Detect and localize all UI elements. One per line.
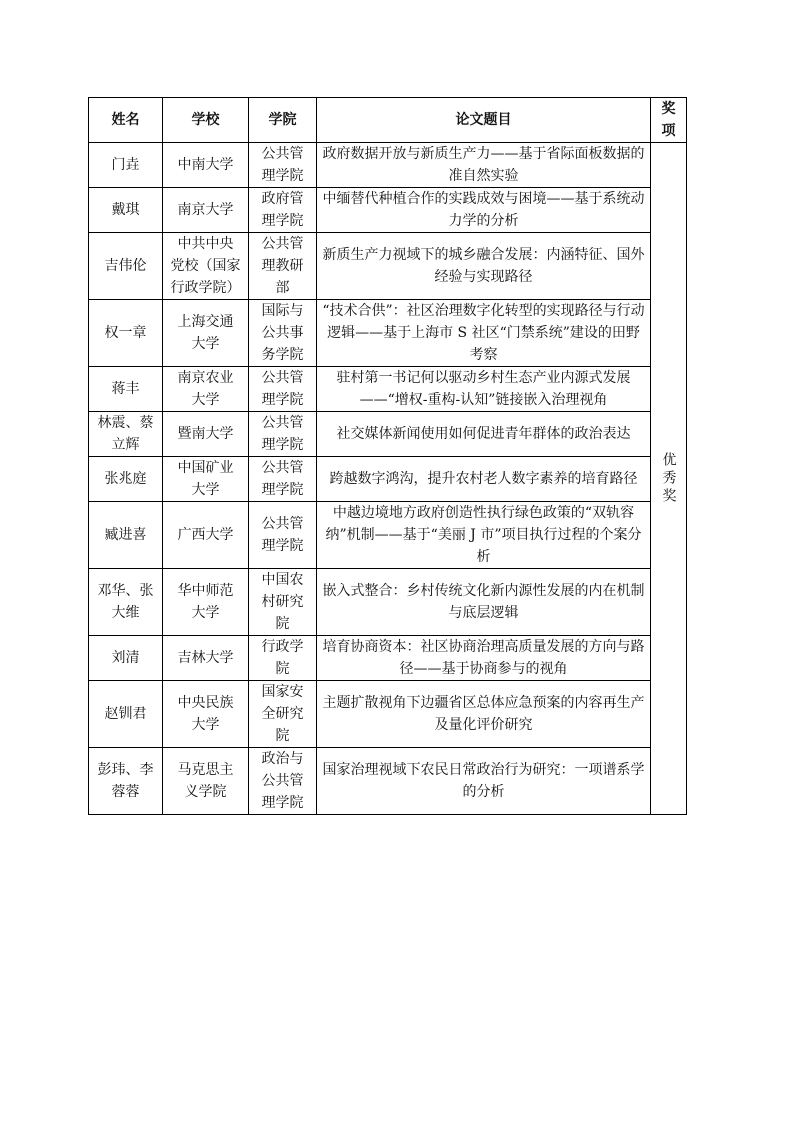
name-cell: 彭玮、李 蓉蓉 xyxy=(89,748,163,815)
title-cell: 培育协商资本：社区协商治理高质量发展的方向与路径——基于协商参与的视角 xyxy=(317,636,651,681)
college-cell: 公共管 理学院 xyxy=(249,143,317,188)
header-award: 奖 项 xyxy=(651,98,687,143)
title-cell: 跨越数字鸿沟，提升农村老人数字素养的培育路径 xyxy=(317,457,651,502)
table-row xyxy=(89,367,687,412)
header-row xyxy=(89,98,687,143)
header-title: 论文题目 xyxy=(317,98,651,143)
table-row xyxy=(89,457,687,502)
school-cell: 上海交通 大学 xyxy=(163,300,249,367)
table-row xyxy=(89,748,687,815)
college-cell: 政治与 公共管 理学院 xyxy=(249,748,317,815)
school-cell: 吉林大学 xyxy=(163,636,249,681)
college-cell: 中国农 村研究 院 xyxy=(249,569,317,636)
name-cell: 刘清 xyxy=(89,636,163,681)
school-cell: 中央民族 大学 xyxy=(163,681,249,748)
award-cell: 优秀奖 xyxy=(651,143,687,815)
title-cell: 主题扩散视角下边疆省区总体应急预案的内容再生产及量化评价研究 xyxy=(317,681,651,748)
school-cell: 广西大学 xyxy=(163,502,249,569)
name-cell: 赵钏君 xyxy=(89,681,163,748)
college-cell: 公共管 理学院 xyxy=(249,502,317,569)
table-row xyxy=(89,188,687,233)
name-cell: 门垚 xyxy=(89,143,163,188)
name-cell: 张兆庭 xyxy=(89,457,163,502)
table-row xyxy=(89,143,687,188)
name-cell: 臧进喜 xyxy=(89,502,163,569)
school-cell: 暨南大学 xyxy=(163,412,249,457)
college-cell: 公共管 理学院 xyxy=(249,457,317,502)
table-row xyxy=(89,636,687,681)
name-cell: 戴琪 xyxy=(89,188,163,233)
name-cell: 蒋丰 xyxy=(89,367,163,412)
header-school: 学校 xyxy=(163,98,249,143)
title-cell: 新质生产力视域下的城乡融合发展：内涵特征、国外经验与实现路径 xyxy=(317,233,651,300)
school-cell: 中国矿业 大学 xyxy=(163,457,249,502)
header-name: 姓名 xyxy=(89,98,163,143)
title-cell: 中缅替代种植合作的实践成效与困境——基于系统动力学的分析 xyxy=(317,188,651,233)
college-cell: 公共管 理教研 部 xyxy=(249,233,317,300)
school-cell: 中南大学 xyxy=(163,143,249,188)
school-cell: 马克思主 义学院 xyxy=(163,748,249,815)
table-row xyxy=(89,300,687,367)
college-cell: 公共管 理学院 xyxy=(249,412,317,457)
school-cell: 南京大学 xyxy=(163,188,249,233)
name-cell: 林震、蔡 立辉 xyxy=(89,412,163,457)
header-college: 学院 xyxy=(249,98,317,143)
title-cell: 政府数据开放与新质生产力——基于省际面板数据的准自然实验 xyxy=(317,143,651,188)
table-row xyxy=(89,681,687,748)
college-cell: 行政学 院 xyxy=(249,636,317,681)
title-cell: 嵌入式整合：乡村传统文化新内源性发展的内在机制与底层逻辑 xyxy=(317,569,651,636)
college-cell: 公共管 理学院 xyxy=(249,367,317,412)
name-cell: 吉伟伦 xyxy=(89,233,163,300)
title-cell: 驻村第一书记何以驱动乡村生态产业内源式发展——“增权-重构-认知”链接嵌入治理视角 xyxy=(317,367,651,412)
table-row xyxy=(89,569,687,636)
college-cell: 国家安 全研究 院 xyxy=(249,681,317,748)
title-cell: 国家治理视域下农民日常政治行为研究：一项谱系学的分析 xyxy=(317,748,651,815)
school-cell: 华中师范 大学 xyxy=(163,569,249,636)
table-row xyxy=(89,502,687,569)
college-cell: 国际与 公共事 务学院 xyxy=(249,300,317,367)
title-cell: “技术合供”：社区治理数字化转型的实现路径与行动逻辑——基于上海市 S 社区“门禁系统”建设的田野考察 xyxy=(317,300,651,367)
award-table xyxy=(88,97,687,815)
school-cell: 南京农业 大学 xyxy=(163,367,249,412)
name-cell: 权一章 xyxy=(89,300,163,367)
title-cell: 中越边境地方政府创造性执行绿色政策的“双轨容纳”机制——基于“美丽 J 市”项目执行过程的个案分析 xyxy=(317,502,651,569)
table-row xyxy=(89,412,687,457)
name-cell: 邓华、张 大维 xyxy=(89,569,163,636)
college-cell: 政府管 理学院 xyxy=(249,188,317,233)
title-cell: 社交媒体新闻使用如何促进青年群体的政治表达 xyxy=(317,412,651,457)
school-cell: 中共中央 党校（国家 行政学院） xyxy=(163,233,249,300)
table-row xyxy=(89,233,687,300)
